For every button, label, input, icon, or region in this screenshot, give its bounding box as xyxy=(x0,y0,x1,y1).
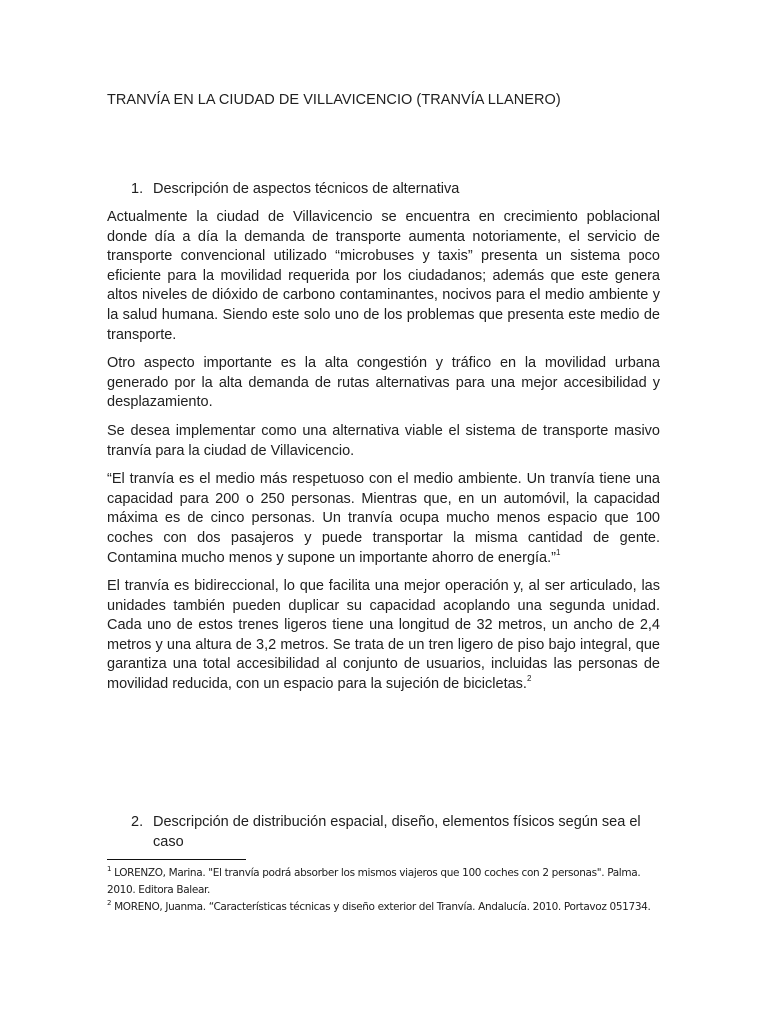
body-text xyxy=(107,208,660,704)
footnote-ref-1[interactable]: 1 xyxy=(555,547,561,557)
document-title: TRANVÍA EN LA CIUDAD DE VILLAVICENCIO (TRANVÍA LLANERO) xyxy=(107,92,561,108)
footnote-2 xyxy=(107,899,662,916)
section-heading-text: Descripción de distribución espacial, diseño, elementos físicos según sea el caso xyxy=(153,814,641,850)
paragraph: Actualmente la ciudad de Villavicencio se encuentra en crecimiento poblacional donde día a día la demanda de transporte aumenta notoriamente, el servicio de transporte convencional utilizado “microbuses y taxis” presenta un sistema poco eficiente para la movilidad requerida por los ciudadanos; además que este genera altos niveles de dióxido de carbono contaminantes, nocivos para el medio ambiente y la salud humana. Siendo este solo uno de los problemas que presenta este medio de transporte. xyxy=(107,209,660,343)
footnote-1 xyxy=(107,865,662,899)
paragraph: Se desea implementar como una alternativa viable el sistema de transporte masivo tranvía para la ciudad de Villavicencio. xyxy=(107,422,660,459)
paragraph: Otro aspecto importante es la alta congestión y tráfico en la movilidad urbana generado por la alta demanda de rutas alternativas para una mejor accesibilidad y desplazamiento. xyxy=(107,355,660,411)
footnote-text: LORENZO, Marina. "El tranvía podrá absorber los mismos viajeros que 100 coches con 2 personas". Palma. 2010. Editora Balear. xyxy=(107,867,641,896)
section-number: 1. xyxy=(131,181,144,197)
section-heading-1 xyxy=(107,180,667,200)
footnote-ref-2[interactable]: 2 xyxy=(526,674,532,684)
footnotes xyxy=(107,865,662,916)
section-heading-text: Descripción de aspectos técnicos de alternativa xyxy=(153,181,460,197)
paragraph: El tranvía es bidireccional, lo que facilita una mejor operación y, al ser articulado, las unidades también pueden duplicar su capacidad acoplando una segunda unidad. Cada uno de estos trenes ligeros tiene una longitud de 32 metros, un ancho de 2,4 metros y una altura de 3,2 metros. Se trata de un tren ligero de piso bajo integral, que garantiza una total accesibilidad al conjunto de usuarios, incluidas las personas de movilidad reducida, con un espacio para la sujeción de bicicletas.$^2$ xyxy=(107,578,660,693)
footnote-text: MORENO, Juanma. “Características técnicas y diseño exterior del Tranvía. Andalucía. 2010. Portavoz 051734. xyxy=(111,901,651,913)
section-heading-2 xyxy=(107,813,662,852)
footnote-mark: 2 xyxy=(107,898,112,907)
quote-paragraph: “El tranvía es el medio más respetuoso con el medio ambiente. Un tranvía tiene una capacidad para 200 o 250 personas. Mientras que, en un automóvil, la capacidad máxima es de cinco personas. Un tranvía ocupa mucho menos espacio que 100 coches con dos pasajeros y puede transportar la misma cantidad de gente. Contamina mucho menos y supone un importante ahorro de energía.”$^1$ xyxy=(107,471,660,566)
section-number: 2. xyxy=(131,814,144,830)
footnote-mark: 1 xyxy=(107,864,112,873)
footnote-separator xyxy=(107,859,246,860)
